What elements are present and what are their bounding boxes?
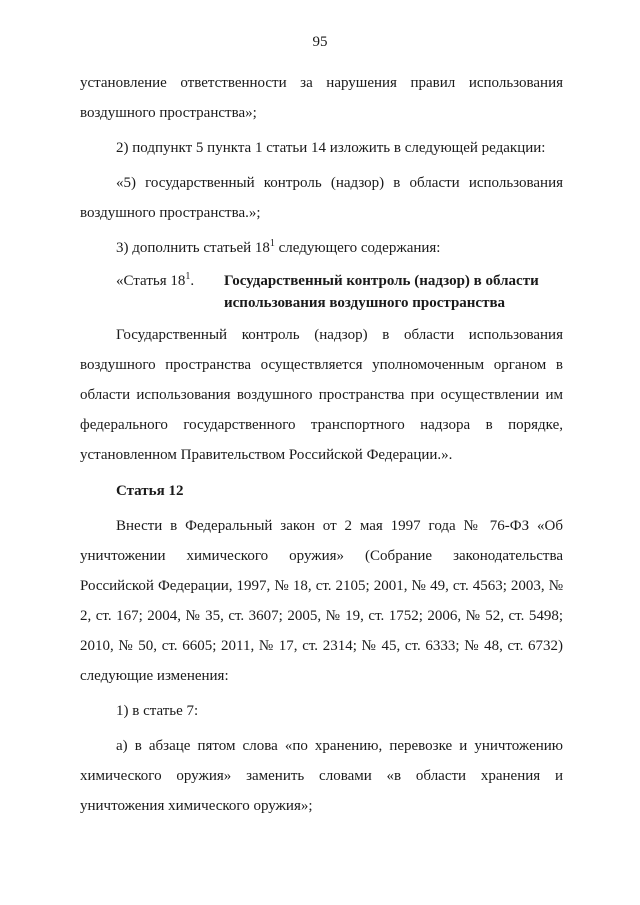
page-number: 95 bbox=[312, 34, 328, 50]
article-12-heading: Статья 12 bbox=[116, 483, 184, 499]
article-number-dot: . bbox=[190, 273, 195, 289]
subpoint-3-text: 3) дополнить статьей 18 bbox=[116, 240, 270, 256]
article-number bbox=[80, 270, 212, 314]
article-title: Государственный контроль (надзор) в области использования воздушного пространства bbox=[224, 273, 539, 311]
article-number-text: «Статья 18 bbox=[116, 273, 186, 289]
superscript: 1 bbox=[269, 238, 275, 249]
paragraph-item-5: «5) государственный контроль (надзор) в области использования воздушного пространства.»; bbox=[80, 175, 563, 221]
subpoint-3-text-end: следующего содержания: bbox=[274, 240, 441, 256]
paragraph-article-12-intro: Внести в Федеральный закон от 2 мая 1997 года № 76-ФЗ «Об уничтожении химического оружия» (Собрание законодательства Российской Федерации, 1997, № 18, ст. 2105; 2001, № 49, ст. 4563; 2003, № 2, ст. 167; 2004, № 35, ст. 3607; 2005, № 19, ст. 1752; 2006, № 52, ст. 5498; 2010, № 50, ст. 6605; 2011, № 17, ст. 2314; № 45, ст. 6333; № 48, ст. 6732) следующие изменения: bbox=[80, 518, 563, 684]
superscript: 1 bbox=[185, 271, 191, 282]
article-18-1-heading bbox=[80, 267, 563, 320]
document-body bbox=[80, 68, 563, 821]
paragraph-point-1: 1) в статье 7: bbox=[116, 703, 199, 719]
paragraph-subpoint-2: 2) подпункт 5 пункта 1 статьи 14 изложить в следующей редакции: bbox=[116, 140, 546, 156]
paragraph-article-18-1-body: Государственный контроль (надзор) в области использования воздушного пространства осуществляется уполномоченным органом в области использования воздушного пространства при осуществлении им федерального государственного транспортного надзора в порядке, установленном Правительством Российской Федерации.». bbox=[80, 327, 563, 463]
paragraph-subpoint-3 bbox=[80, 233, 563, 263]
paragraph-point-a: а) в абзаце пятом слова «по хранению, перевозке и уничтожению химического оружия» заменить словами «в области хранения и уничтожения химического оружия»; bbox=[80, 738, 563, 814]
paragraph-continuation: установление ответственности за нарушения правил использования воздушного пространства»; bbox=[80, 75, 563, 121]
